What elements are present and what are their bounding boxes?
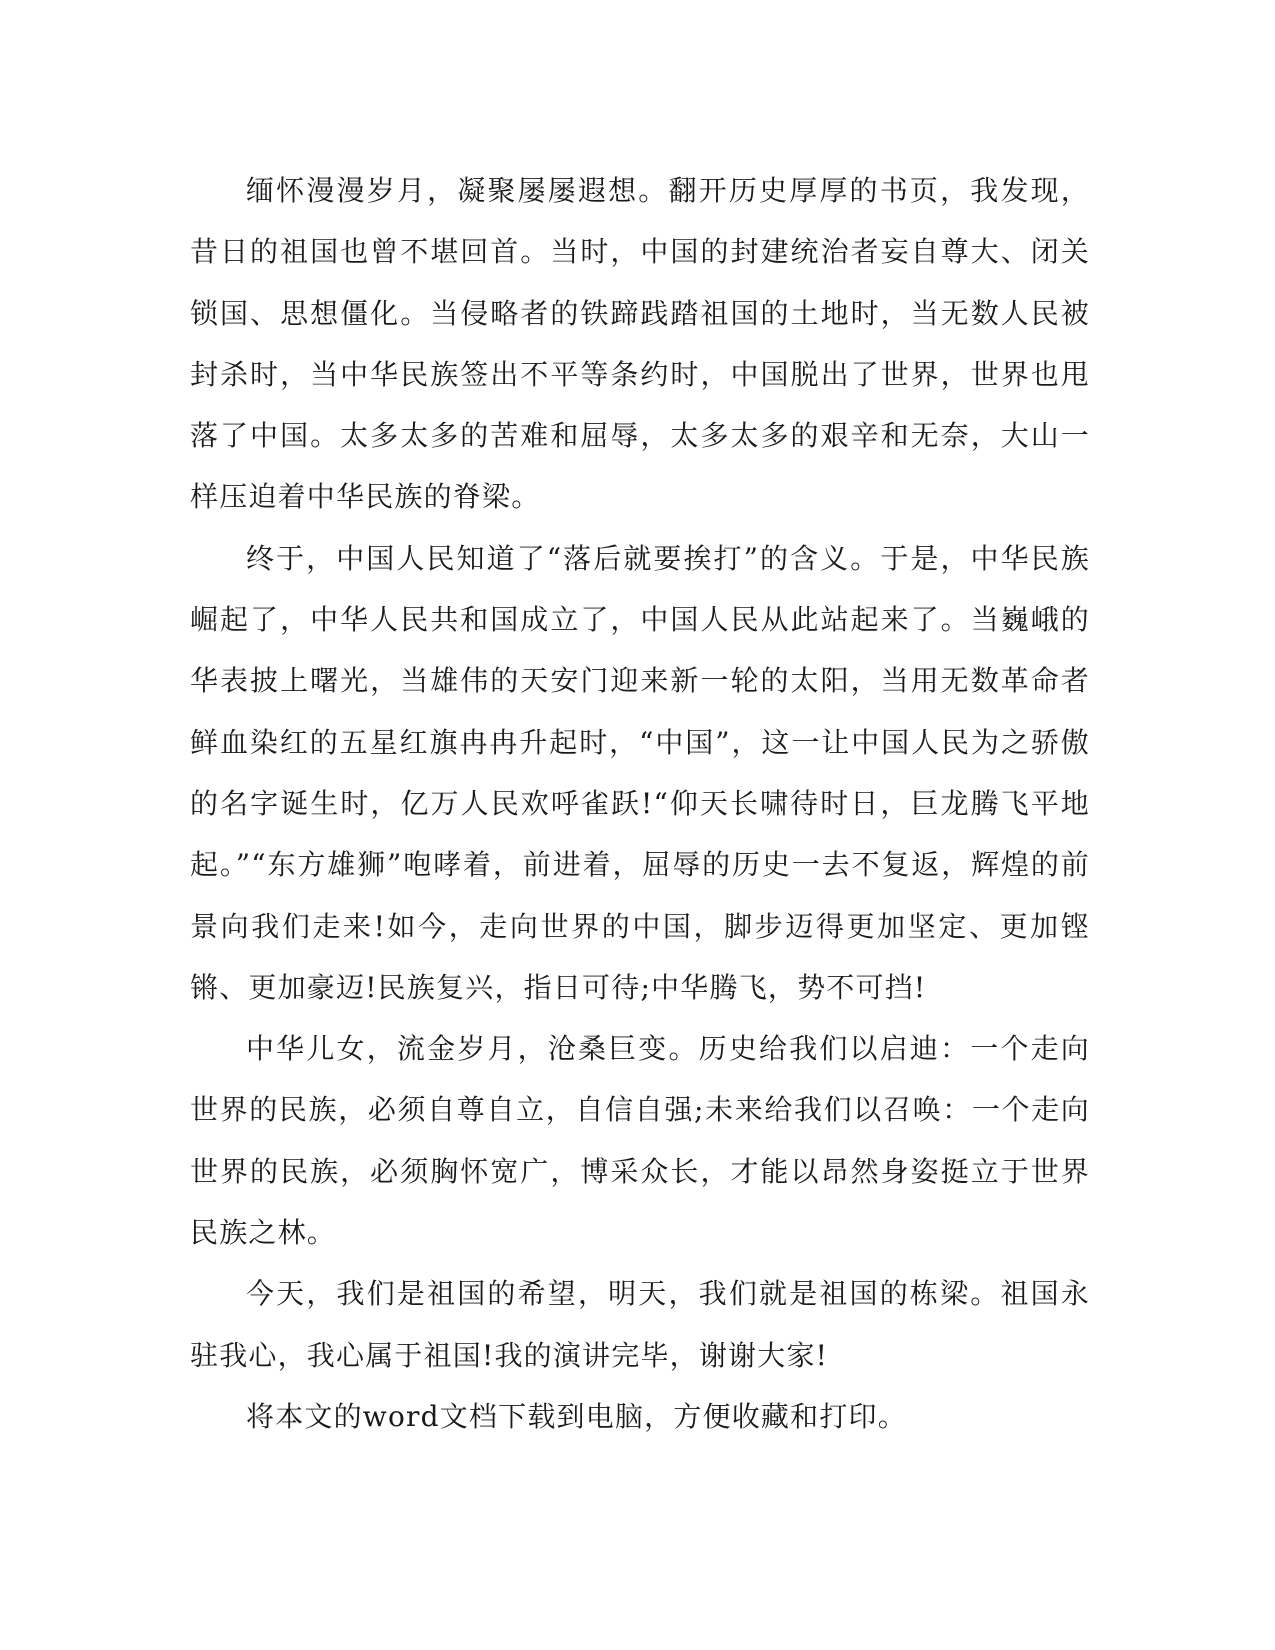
paragraph-3: 中华儿女，流金岁月，沧桑巨变。历史给我们以启迪：一个走向世界的民族，必须自尊自立，自信自强;未来给我们以召唤：一个走向世界的民族，必须胸怀宽广，博采众长，才能以昂然身姿挺立于世界民族之林。 xyxy=(190,1032,1090,1250)
paragraph-2: 终于，中国人民知道了“落后就要挨打”的含义。于是，中华民族崛起了，中华人民共和国成立了，中国人民从此站起来了。当巍峨的华表披上曙光，当雄伟的天安门迎来新一轮的太阳，当用无数革命者鲜血染红的五星红旗冉冉升起时，“中国”，这一让中国人民为之骄傲的名字诞生时，亿万人民欢呼雀跃!“仰天长啸待时日，巨龙腾飞平地起。”“东方雄狮”咆哮着，前进着，屈辱的历史一去不复返，辉煌的前景向我们走来!如今，走向世界的中国，脚步迈得更加坚定、更加铿锵、更加豪迈!民族复兴，指日可待;中华腾飞，势不可挡! xyxy=(190,541,1090,1004)
document-body xyxy=(190,160,1090,1447)
paragraph-4: 今天，我们是祖国的希望，明天，我们就是祖国的栋梁。祖国永驻我心，我心属于祖国!我的演讲完毕，谢谢大家! xyxy=(190,1277,1090,1372)
paragraph-1: 缅怀漫漫岁月，凝聚屡屡遐想。翻开历史厚厚的书页，我发现，昔日的祖国也曾不堪回首。当时，中国的封建统治者妄自尊大、闭关锁国、思想僵化。当侵略者的铁蹄践踏祖国的土地时，当无数人民被封杀时，当中华民族签出不平等条约时，中国脱出了世界，世界也甩落了中国。太多太多的苦难和屈辱，太多太多的艰辛和无奈，大山一样压迫着中华民族的脊梁。 xyxy=(190,174,1090,514)
paragraph-5: 将本文的word文档下载到电脑，方便收藏和打印。 xyxy=(246,1399,907,1433)
